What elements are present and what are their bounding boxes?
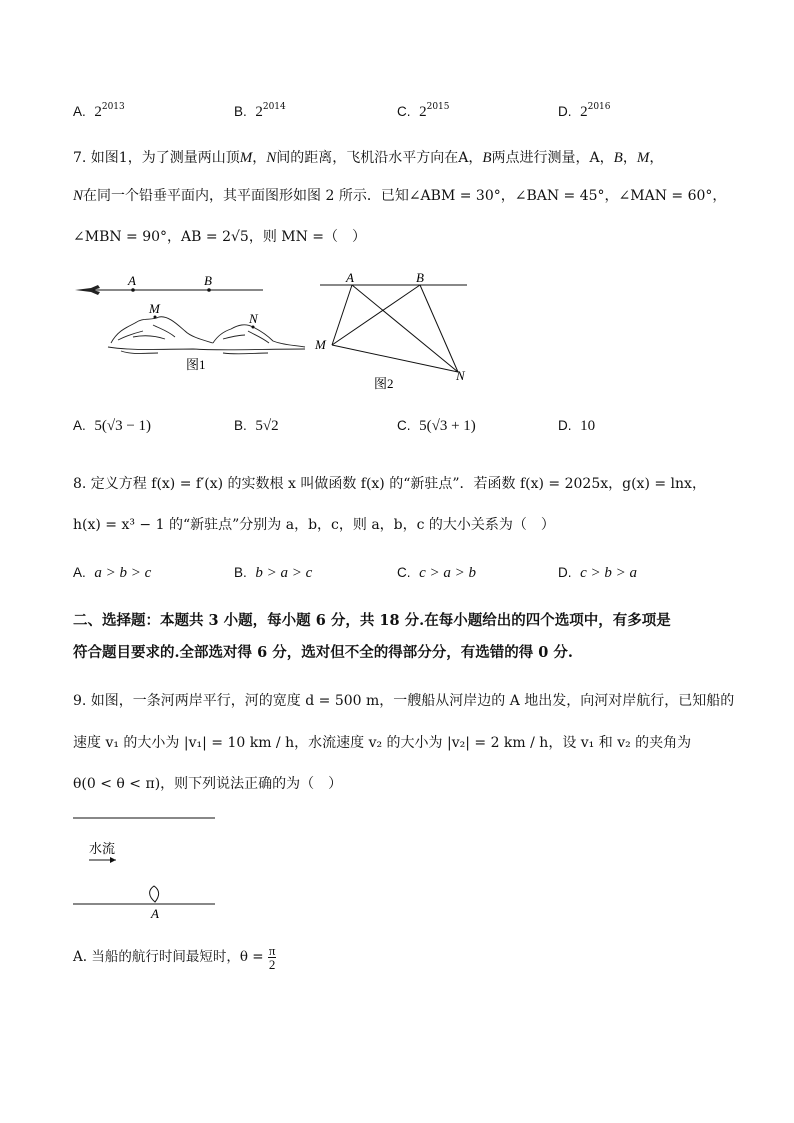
mountains-illustration xyxy=(108,317,305,354)
water-flow-label: 水流 xyxy=(89,841,116,856)
figure-2-label: 图2 xyxy=(374,376,394,391)
q9-line-2: 速度 v₁ 的大小为 |v₁| = 10 km / h，水流速度 v₂ 的大小为 |v₂| = 2 km / h，设 v₁ 和 v₂ 的夹角为 xyxy=(73,735,692,751)
svg-text:M: M xyxy=(149,301,160,316)
figure-1-label: 图1 xyxy=(186,357,206,372)
section-2-heading-line-2: 符合题目要求的.全部选对得 6 分，选对但不全的得部分分，有选错的得 0 分. xyxy=(73,644,573,661)
q6-option-c: C. $2^{2015}$ xyxy=(397,102,450,120)
section-2-heading-line-1: 二、选择题：本题共 3 小题，每小题 6 分，共 18 分.在每小题给出的四个选项中，有多项是 xyxy=(73,612,671,629)
svg-text:B: B xyxy=(416,270,424,285)
svg-text:A: A xyxy=(346,270,354,285)
q8-line-2: h(x) = x³ − 1 的“新驻点”分别为 a，b，c，则 a，b，c 的大小关系为（ ） xyxy=(73,517,555,533)
q8-line-1: 8. 定义方程 f(x) = f′(x) 的实数根 x 叫做函数 f(x) 的“新驻点”．若函数 f(x) = 2025x，g(x) = lnx， xyxy=(73,476,706,492)
q7-line-3: ∠MBN = 90°，AB = 2√5，则 MN =（ ） xyxy=(73,229,367,245)
q8-option-d: D. c > b > a xyxy=(558,565,637,581)
boat-icon xyxy=(150,886,159,902)
pi-over-2-fraction: $\frac{\pi}{2}$ xyxy=(268,943,276,972)
arrow-right-icon xyxy=(110,857,116,863)
q7-figure-2 xyxy=(312,268,472,393)
q9-line-3: θ(0 < θ < π)，则下列说法正确的为（ ） xyxy=(73,776,343,792)
q9-river-figure xyxy=(72,810,222,920)
point-a-label: A xyxy=(151,906,159,920)
q9-line-1: 9. 如图，一条河两岸平行，河的宽度 d = 500 m，一艘船从河岸边的 A 地出发，向河对岸航行，已知船的 xyxy=(73,693,735,709)
q6-option-d: D. $2^{2016}$ xyxy=(558,102,611,120)
q7-option-c: C. 5(√3 + 1) xyxy=(397,418,476,434)
q8-option-b: B. b > a > c xyxy=(234,565,313,581)
q7-option-d: D. 10 xyxy=(558,418,596,434)
q8-option-c: C. c > a > b xyxy=(397,565,476,581)
q7-option-b: B. 5√2 xyxy=(234,418,279,434)
q6-option-a: A. $2^{2013}$ xyxy=(73,102,125,120)
svg-text:M: M xyxy=(315,337,326,352)
q7-option-a: A. 5(√3 − 1) xyxy=(73,418,152,434)
q8-option-a: A. a > b > c xyxy=(73,565,152,581)
q7-line-1: 7. 如图1，为了测量两山顶M，N间的距离，飞机沿水平方向在A，B两点进行测量，A，B，M， xyxy=(73,150,664,166)
q7-line-2: N在同一个铅垂平面内，其平面图形如图 2 所示．已知∠ABM = 30°，∠BAN = 45°，∠MAN = 60°， xyxy=(73,188,727,204)
q7-figure-1 xyxy=(73,265,313,380)
svg-text:N: N xyxy=(456,368,465,383)
svg-text:N: N xyxy=(249,311,258,326)
q6-option-b: B. $2^{2014}$ xyxy=(234,102,286,120)
svg-text:B: B xyxy=(204,273,212,288)
q9-option-a: A. 当船的航行时间最短时，θ = $\frac{\pi}{2}$ xyxy=(73,943,276,972)
svg-text:A: A xyxy=(128,273,136,288)
